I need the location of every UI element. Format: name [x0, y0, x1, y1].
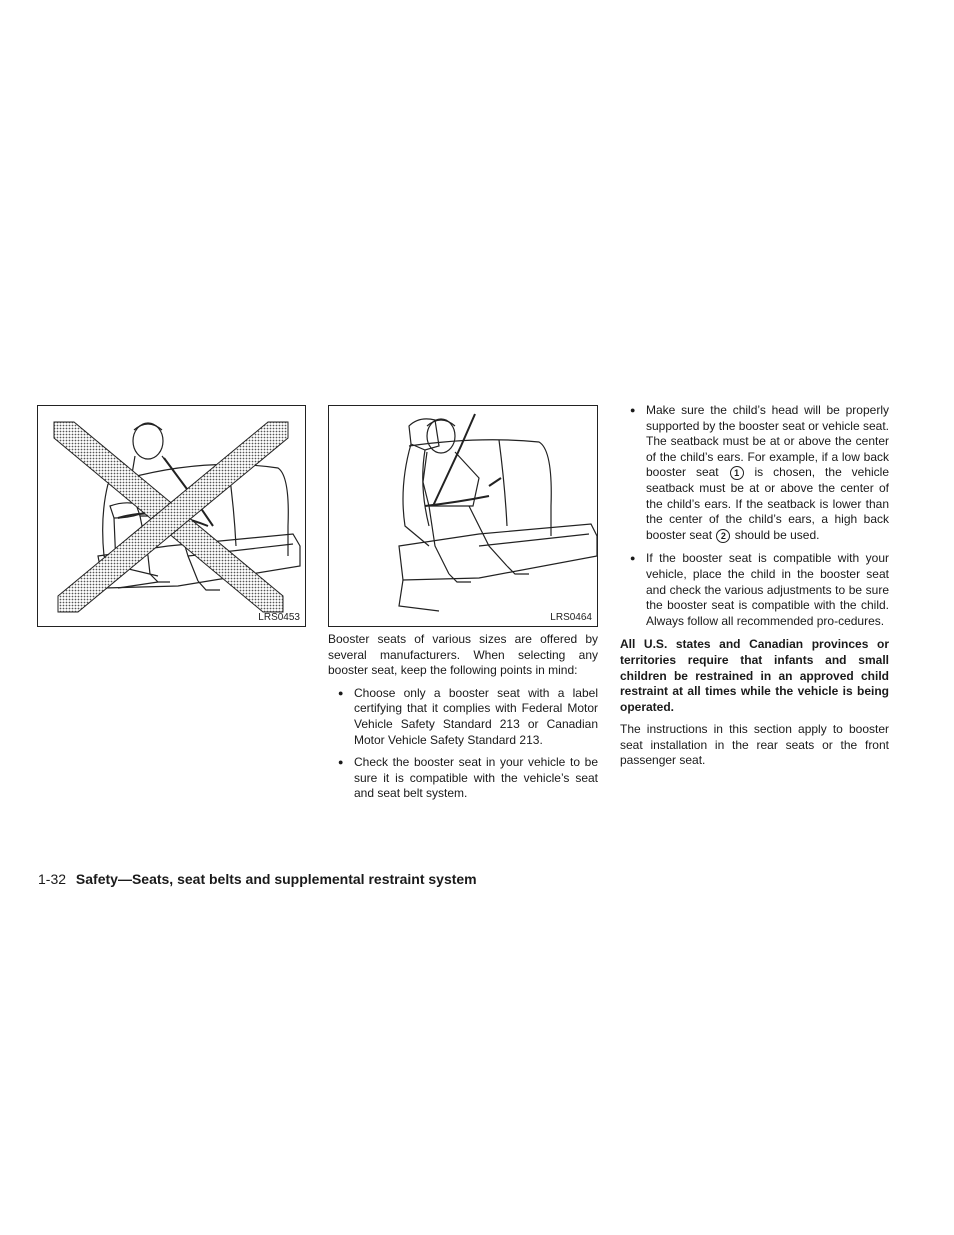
selection-points-list — [328, 686, 598, 802]
figure-correct-booster — [328, 405, 598, 627]
bullet-text: is chosen, the vehicle seatback must be at or above the center of the child’s ears. If the seatback is lower than the center of the child’s ears, a high back booster seat — [646, 465, 890, 542]
list-item: ● If the booster seat is compatible with your vehicle, place the child in the booster seat and check the various adjustments to be sure the booster seat is compatible with the child. Always follow all recommended pro-cedures. — [620, 551, 889, 629]
list-item — [620, 403, 889, 543]
incorrect-booster-illustration — [38, 406, 305, 626]
callout-number: 2 — [716, 529, 730, 543]
list-item: ● Choose only a booster seat with a label certifying that it complies with Federal Motor Vehicle Safety Standard 213 or Canadian Motor Vehicle Safety Standard 213. — [328, 686, 598, 748]
bullet-text: should be used. — [734, 527, 820, 542]
page-footer — [38, 871, 477, 887]
middle-column — [328, 632, 598, 809]
list-item: ● Check the booster seat in your vehicle to be sure it is compatible with the vehicle’s seat and seat belt system. — [328, 755, 598, 802]
figure-code: LRS0464 — [550, 612, 592, 623]
figure-code: LRS0453 — [258, 612, 300, 623]
page-number: 1-32 — [38, 871, 67, 887]
correct-booster-illustration — [329, 406, 597, 626]
closing-paragraph: The instructions in this section apply to booster seat installation in the rear seats or the front passenger seat. — [620, 722, 889, 768]
right-column — [620, 403, 889, 769]
fit-points-list — [620, 403, 889, 629]
legal-warning: All U.S. states and Canadian provinces or territories require that infants and small children be restrained in an approved child restraint at all times while the vehicle is being operated. — [620, 637, 889, 714]
bullet-text: Make sure the child’s head will be properly supported by the booster seat or vehicle seat. The seatback must be at or above the center of the child’s ears. For example, if a low back booster seat — [646, 403, 889, 480]
callout-number: 1 — [730, 466, 744, 480]
intro-paragraph: Booster seats of various sizes are offered by several manufacturers. When selecting any booster seat, keep the following points in mind: — [328, 632, 598, 678]
section-title: Safety—Seats, seat belts and supplemental restraint system — [75, 871, 477, 887]
figure-incorrect-booster — [37, 405, 306, 627]
